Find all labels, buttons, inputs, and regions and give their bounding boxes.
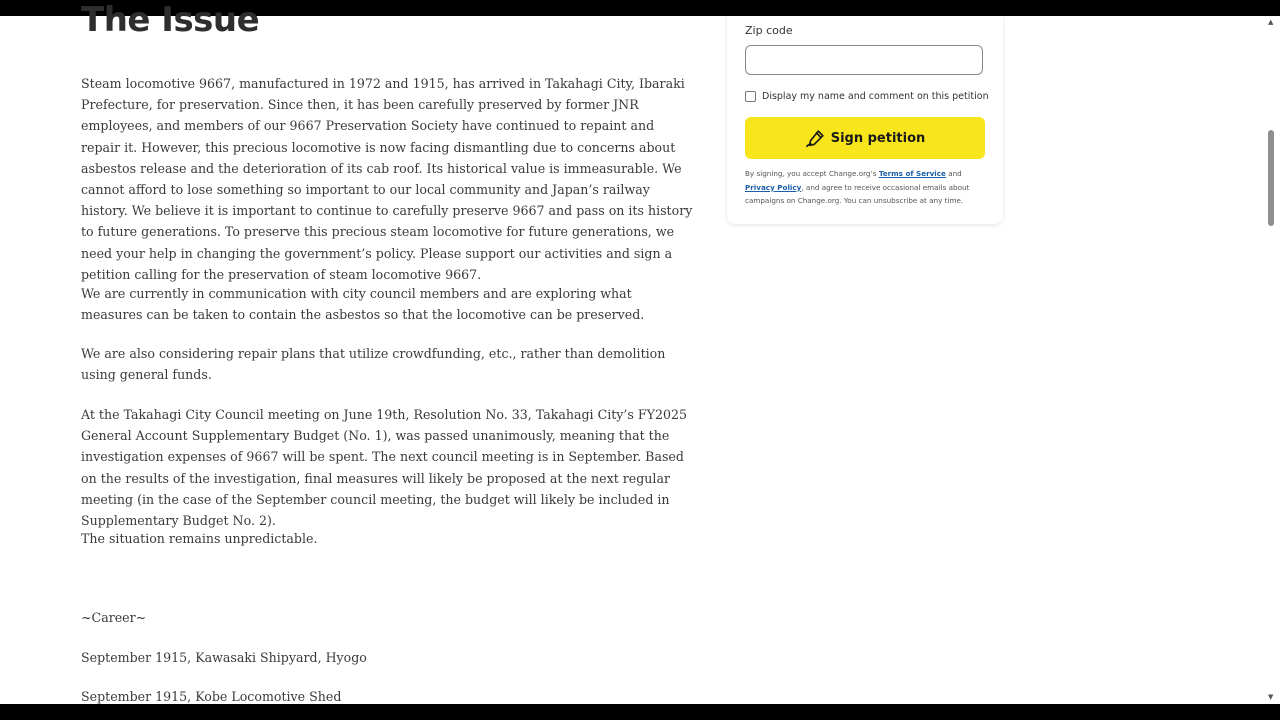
sign-petition-button[interactable] xyxy=(745,117,985,159)
terms-and: and xyxy=(945,169,962,178)
section-heading: The Issue xyxy=(81,0,260,40)
terms-of-service-link[interactable]: Terms of Service xyxy=(878,169,946,178)
scroll-up-arrow-icon[interactable]: ▲ xyxy=(1268,18,1274,26)
sign-petition-label: Sign petition xyxy=(830,130,926,146)
window-bottom-bar xyxy=(0,704,1280,720)
article-paragraph-5: The situation remains unpredictable. xyxy=(81,531,318,546)
scroll-down-arrow-icon[interactable]: ▼ xyxy=(1268,693,1274,701)
scrollbar-track[interactable] xyxy=(1266,16,1280,704)
article-paragraph-1: Steam locomotive 9667, manufactured in 1972 and 1915, has arrived in Takahagi City, Ibaraki Prefecture, for preservation. Since then, it has been carefully preserved by former JNR employees, and members of our 9667 Preservation Society have continued to repaint and repair it. However, this precious locomotive is now facing dismantling due to concerns about asbestos release and the deterioration of its cab roof. Its historical value is immeasurable. We cannot afford to lose something so important to our local community and Japan’s railway history. We believe it is important to continue to carefully preserve 9667 and pass on its history to future generations. To preserve this precious steam locomotive for future generations, we need your help in changing the government’s policy. Please support our activities and sign a petition calling for the preservation of steam locomotive 9667. xyxy=(81,76,693,282)
petition-sign-card xyxy=(727,16,1003,224)
privacy-policy-link[interactable]: Privacy Policy xyxy=(745,182,802,192)
zip-code-label: Zip code xyxy=(745,24,793,37)
signature-pen-icon xyxy=(805,127,827,149)
scrollbar-thumb[interactable] xyxy=(1268,130,1274,226)
article-paragraph-3: We are also considering repair plans that utilize crowdfunding, etc., rather than demolition using general funds. xyxy=(81,346,666,383)
article-paragraph-4: At the Takahagi City Council meeting on June 19th, Resolution No. 33, Takahagi City’s FY2025 General Account Supplementary Budget (No. 1), was passed unanimously, meaning that the investigation expenses of 9667 will be spent. The next council meeting is in September. Based on the results of the investigation, final measures will likely be proposed at the next regular meeting (in the case of the September council meeting, the budget will likely be included in Supplementary Budget No. 2). xyxy=(81,407,687,529)
career-item: September 1915, Kobe Locomotive Shed xyxy=(81,689,342,704)
zip-code-input[interactable] xyxy=(745,45,983,75)
display-name-checkbox-label[interactable]: Display my name and comment on this petition xyxy=(762,91,989,102)
career-item: September 1915, Kawasaki Shipyard, Hyogo xyxy=(81,650,367,665)
terms-suffix: , and agree to receive occasional emails about campaigns on Change.org. You can unsubscribe at any time. xyxy=(745,182,970,206)
article-paragraph-2: We are currently in communication with city council members and are exploring what measures can be taken to contain the asbestos so that the locomotive can be preserved. xyxy=(81,286,645,323)
terms-prefix: By signing, you accept Change.org’s xyxy=(745,169,879,178)
terms-notice xyxy=(745,167,983,208)
career-heading: ~Career~ xyxy=(81,610,147,625)
display-name-option[interactable] xyxy=(745,91,989,102)
display-name-checkbox[interactable] xyxy=(745,91,756,102)
